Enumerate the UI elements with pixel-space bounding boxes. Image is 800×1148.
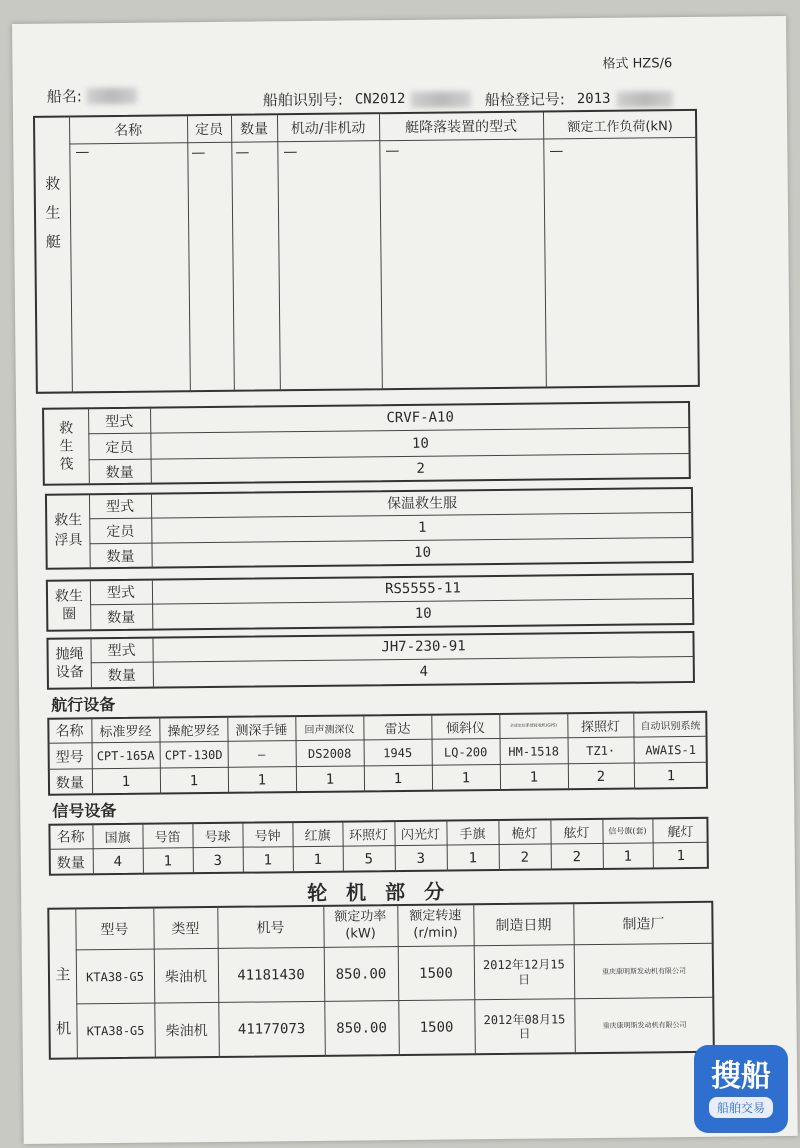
lifeboat-col-load: 额定工作负荷(kN) — [567, 118, 673, 135]
navigation-name: 全球定位系统接收机(GPS) — [509, 722, 557, 728]
navigation-row-label: 型号 — [55, 748, 84, 766]
engine-title: 轮 机 部 分 — [307, 879, 451, 906]
navigation-row-label: 名称 — [55, 723, 84, 740]
lifebuoy-row-label: 型式 — [106, 584, 136, 602]
engine-col-maker: 制造厂 — [622, 916, 665, 933]
engine-col-serial: 机号 — [256, 920, 285, 937]
liferaft-row-label: 型式 — [105, 413, 134, 431]
engine-col-speed: 额定转速 (r/min) — [409, 908, 462, 941]
navigation-title: 航行设备 — [51, 695, 116, 715]
navigation-model: LQ-200 — [443, 744, 488, 760]
signal-qty: 1 — [163, 852, 173, 870]
signal-name: 信号旗(套) — [608, 825, 647, 836]
lifebuoy-row-label: 数量 — [107, 609, 136, 627]
navigation-qty: 1 — [325, 771, 335, 788]
lifeboat-table — [33, 109, 700, 394]
redaction-ship-name — [87, 88, 137, 105]
navigation-qty: 1 — [257, 771, 267, 789]
lifeboat-col-launch: 艇降落装置的型式 — [405, 118, 518, 136]
navigation-name: 标准罗经 — [99, 724, 152, 740]
signal-qty: 4 — [113, 853, 123, 870]
liferaft-row-label: 数量 — [105, 464, 134, 482]
watermark-main: 搜船 — [711, 1059, 771, 1094]
navigation-row-label: 数量 — [55, 774, 85, 792]
signal-name: 舷灯 — [563, 825, 590, 841]
liferaft-qty-value: 2 — [416, 460, 426, 477]
engine-col-type: 类型 — [171, 921, 200, 938]
engine-model: KTA38-G5 — [86, 1023, 145, 1039]
signal-name: 桅灯 — [511, 826, 538, 842]
buoyant-qty-value: 10 — [414, 544, 432, 561]
buoyant-section-label: 救生浮具 — [54, 512, 83, 549]
signal-name: 国旗 — [104, 830, 131, 846]
navigation-qty: 1 — [121, 773, 131, 790]
navigation-model: DS2008 — [307, 746, 352, 761]
lifeboat-dash: — — [385, 143, 400, 160]
form-code: 格式 HZS/6 — [602, 56, 673, 72]
liferaft-type-value: CRVF-A10 — [386, 409, 454, 427]
engine-power: 850.00 — [336, 1020, 387, 1037]
signal-name: 艉灯 — [667, 824, 694, 840]
redaction-reg-no — [617, 91, 673, 108]
engine-col-power: 额定功率 (kW) — [334, 909, 387, 942]
engine-maker: 重庆康明斯发动机有限公司 — [601, 966, 687, 976]
lifeboat-col-qty: 数量 — [240, 121, 269, 138]
engine-type: 柴油机 — [165, 1023, 208, 1040]
signal-title: 信号设备 — [52, 801, 117, 821]
lifebuoy-qty-value: 10 — [414, 605, 432, 622]
lifebuoy-section-label: 救生圈 — [54, 588, 84, 623]
liferaft-row-label: 定员 — [105, 439, 134, 456]
watermark-logo — [694, 1045, 788, 1133]
signal-name: 红旗 — [304, 828, 331, 844]
signal-qty: 1 — [623, 848, 633, 865]
navigation-qty: 1 — [529, 769, 539, 786]
engine-serial: 41181430 — [237, 966, 305, 984]
watermark-sub: 船舶交易 — [709, 1097, 773, 1118]
buoyant-row-label: 定员 — [106, 523, 135, 541]
signal-name: 号球 — [204, 829, 231, 845]
navigation-name: 测深手锤 — [235, 722, 288, 739]
liferaft-section-label: 救生筏 — [59, 420, 74, 473]
ship-name-label: 船名: — [46, 87, 82, 106]
navigation-qty: 1 — [189, 772, 199, 789]
reg-no-label: 船检登记号: — [484, 90, 565, 110]
signal-row-label: 数量 — [56, 854, 85, 872]
lifeboat-col-name: 名称 — [114, 122, 143, 139]
line-thrower-type-value: JH7-230-91 — [381, 638, 466, 656]
lifeboat-dash: — — [283, 144, 298, 161]
lifeboat-dash: — — [75, 144, 90, 161]
lifeboat-dash: — — [191, 145, 206, 162]
ship-id-label: 船舶识别号: — [262, 90, 343, 110]
engine-power: 850.00 — [335, 965, 387, 983]
lifeboat-dash: — — [549, 143, 564, 160]
navigation-name: 操舵罗经 — [167, 723, 220, 739]
line-thrower-section-label: 抛绳设备 — [55, 646, 84, 681]
navigation-name: 自动识别系统 — [640, 720, 701, 733]
engine-speed: 1500 — [419, 964, 453, 982]
signal-name: 闪光灯 — [400, 827, 441, 843]
lifeboat-col-motor: 机动/非机动 — [290, 120, 366, 138]
signal-qty: 5 — [364, 850, 374, 867]
navigation-model: TZ1· — [586, 743, 616, 758]
redaction-ship-id — [411, 91, 471, 108]
signal-name: 号笛 — [154, 829, 181, 846]
signal-qty: 1 — [263, 851, 273, 868]
reg-no-value: 2013 — [576, 90, 611, 108]
engine-date: 2012年12月15日 — [482, 957, 565, 987]
liferaft-capacity-value: 10 — [411, 435, 429, 452]
engine-model: KTA38-G5 — [86, 969, 144, 984]
signal-qty: 1 — [313, 851, 323, 868]
navigation-name: 雷达 — [384, 721, 411, 737]
signal-qty: 2 — [572, 848, 582, 865]
navigation-model: AWAIS-1 — [645, 742, 697, 757]
navigation-model: 1945 — [383, 745, 413, 760]
lifebuoy-type-value: RS5555-11 — [384, 580, 461, 598]
navigation-qty: 1 — [461, 769, 471, 786]
signal-name: 号钟 — [254, 828, 281, 845]
signal-qty: 1 — [468, 849, 478, 866]
signal-name: 手旗 — [459, 826, 486, 842]
signal-qty: 1 — [676, 847, 686, 864]
engine-side-label: 机 — [55, 1018, 72, 1038]
engine-col-model: 型号 — [100, 921, 129, 939]
navigation-name: 回声测深仪 — [304, 724, 355, 736]
navigation-name: 探照灯 — [580, 719, 620, 735]
lifeboat-col-capacity: 定员 — [195, 121, 224, 139]
buoyant-type-value: 保温救生服 — [386, 495, 458, 513]
navigation-model: — — [257, 746, 266, 762]
engine-maker: 重庆康明斯发动机有限公司 — [602, 1021, 687, 1030]
certificate-page — [12, 16, 798, 1144]
buoyant-capacity-value: 1 — [418, 519, 427, 536]
navigation-model: CPT-130D — [164, 747, 223, 762]
lifeboat-section-label: 救生艇 — [43, 175, 63, 263]
engine-col-date: 制造日期 — [495, 917, 552, 935]
navigation-name: 倾斜仪 — [445, 720, 485, 737]
engine-date: 2012年08月15日 — [483, 1011, 566, 1041]
engine-speed: 1500 — [419, 1019, 454, 1036]
signal-name: 环照灯 — [348, 827, 389, 844]
line-thrower-qty-value: 4 — [419, 663, 429, 680]
line-thrower-row-label: 型式 — [107, 642, 136, 660]
signal-qty: 3 — [213, 852, 223, 869]
signal-qty: 2 — [520, 849, 530, 866]
engine-serial: 41177073 — [237, 1021, 306, 1038]
engine-type: 柴油机 — [164, 968, 208, 986]
line-thrower-row-label: 数量 — [107, 667, 136, 685]
buoyant-row-label: 型式 — [106, 498, 135, 516]
signal-qty: 3 — [416, 850, 426, 867]
ship-id-value: CN2012 — [354, 90, 406, 108]
navigation-qty: 1 — [666, 767, 676, 784]
navigation-qty: 2 — [596, 768, 606, 785]
navigation-model: CPT-165A — [96, 748, 155, 763]
signal-row-label: 名称 — [56, 829, 85, 846]
buoyant-row-label: 数量 — [106, 548, 135, 566]
navigation-qty: 1 — [393, 770, 403, 787]
lifeboat-dash: — — [235, 144, 250, 161]
engine-side-label: 主 — [55, 964, 71, 984]
navigation-model: HM-1518 — [508, 743, 560, 759]
